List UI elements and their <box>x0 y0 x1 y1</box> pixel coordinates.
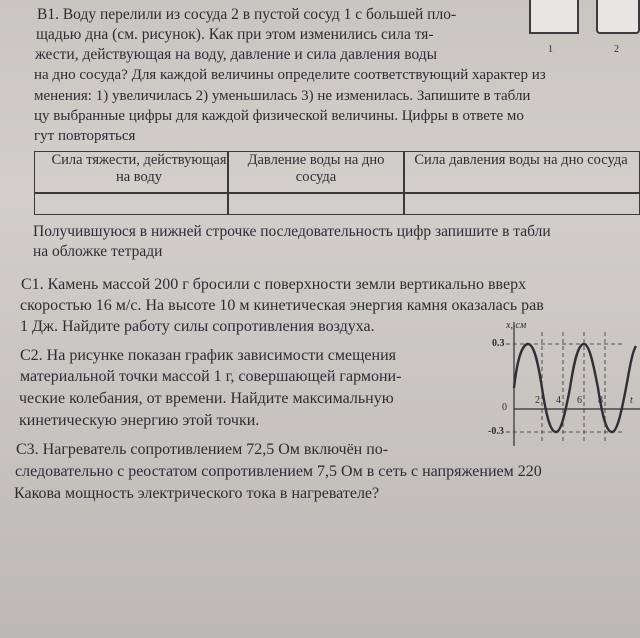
answer-table <box>34 151 640 215</box>
vessel-2-figure <box>596 0 640 34</box>
c3-line-3: Какова мощность электрического тока в нагревателе? <box>14 485 380 502</box>
graph-y-tick-max: 0.3 <box>492 338 505 349</box>
graph-y-tick-min: -0.3 <box>488 426 504 437</box>
c1-line-3: 1 Дж. Найдите работу силы сопротивления воздуха. <box>20 318 375 335</box>
table-divider-2 <box>403 152 405 214</box>
b1-line-4: на дно сосуда? Для каждой величины определите соответствующий характер из <box>34 67 546 83</box>
vessel-1-figure <box>529 0 579 34</box>
c3-line-1: С3. Нагреватель сопротивлением 72,5 Ом включён по- <box>16 441 389 458</box>
c2-line-4: кинетическую энергию этой точки. <box>19 412 260 429</box>
graph-x-tick-4: 4 <box>556 395 561 406</box>
table-divider-1 <box>227 152 229 214</box>
graph-x-tick-2: 2 <box>535 395 540 406</box>
oscillation-curve <box>514 344 636 432</box>
vessel-label-2: 2 <box>614 44 619 55</box>
c3-line-2: следовательно с реостатом сопротивлением 7,5 Ом в сеть с напряжением 220 <box>15 463 542 480</box>
table-header-gravity: Сила тяжести, действующая на воду <box>51 152 227 185</box>
graph-x-tick-8: 8 <box>598 395 603 406</box>
table-header-pressure: Давление воды на дно сосуда <box>247 152 385 185</box>
c1-line-2: скоростью 16 м/с. На высоте 10 м кинетическая энергия камня оказалась рав <box>20 297 544 314</box>
c2-line-3: ческие колебания, от времени. Найдите максимальную <box>19 390 394 407</box>
after-table-line-2: на обложке тетради <box>33 243 163 260</box>
b1-line-2: щадью дна (см. рисунок). Как при этом изменились сила тя- <box>36 26 434 43</box>
oscillation-graph-svg <box>484 322 640 452</box>
graph-x-axis-label: t <box>630 395 633 406</box>
table-header-pressure-force: Сила давления воды на дно сосуда <box>414 152 628 168</box>
c2-line-2: материальной точки массой 1 г, совершающей гармони- <box>20 368 402 385</box>
b1-line-3: жести, действующая на воду, давление и сила давления воды <box>35 46 438 63</box>
b1-line-7: гут повторяться <box>34 128 136 144</box>
graph-y-axis-label: x, см <box>506 320 527 331</box>
vessel-label-1: 1 <box>548 44 553 55</box>
c2-line-1: С2. На рисунке показан график зависимости смещения <box>20 347 396 364</box>
b1-line-5: менения: 1) увеличилась 2) уменьшилась 3) не изменилась. Запишите в табли <box>34 88 531 104</box>
oscillation-graph <box>484 322 640 452</box>
after-table-line-1: Получившуюся в нижней строчке последовательность цифр запишите в табли <box>33 223 551 240</box>
b1-line-6: цу выбранные цифры для каждой физической величины. Цифры в ответе мо <box>34 108 524 124</box>
table-row-divider <box>35 192 639 194</box>
graph-x-tick-6: 6 <box>577 395 582 406</box>
b1-line-1: В1. Воду перелили из сосуда 2 в пустой сосуд 1 с большей пло- <box>37 6 457 23</box>
c1-line-1: С1. Камень массой 200 г бросили с поверхности земли вертикально вверх <box>21 276 527 293</box>
graph-y-tick-zero: 0 <box>502 402 507 413</box>
